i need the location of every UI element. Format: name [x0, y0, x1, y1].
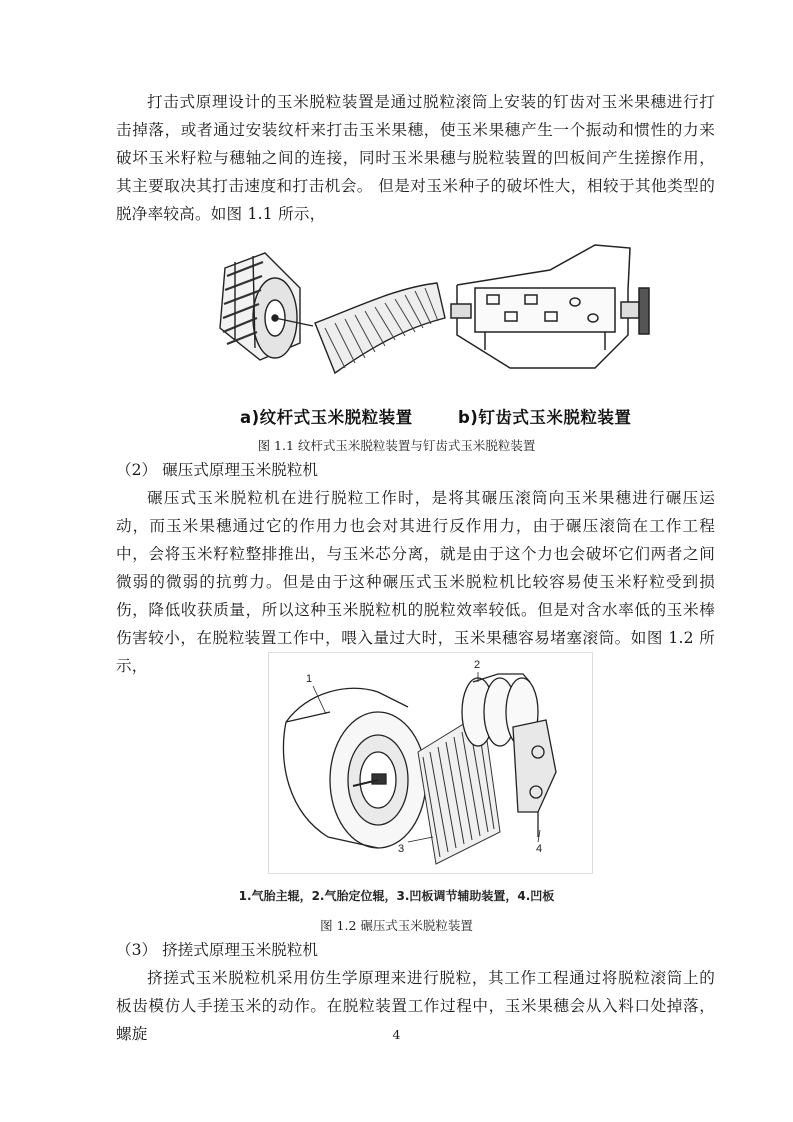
page-number: 4: [392, 1027, 401, 1042]
callout-4: 4: [536, 843, 543, 855]
paragraph-kneading-principle: 挤搓式玉米脱粒机采用仿生学原理来进行脱粒，其工作工程通过将脱粒滚筒上的板齿模仿人手搓玉米的动作。在脱粒装置工作过程中，玉米果穗会从入料口处掉落，螺旋: [116, 969, 715, 1043]
figure-1-1a-rasp-bar-thresher: [205, 248, 450, 378]
heading-rolling-principle: （2） 碾压式原理玉米脱粒机: [116, 461, 319, 479]
heading-kneading-principle: （3） 挤搓式原理玉米脱粒机: [116, 941, 319, 959]
figure-1-1-caption: 图 1.1 纹杆式玉米脱粒装置与钉齿式玉米脱粒装置: [257, 438, 536, 453]
callout-3: 3: [398, 843, 405, 855]
paragraph-rolling-principle: 碾压式玉米脱粒机在进行脱粒工作时，是将其碾压滚筒向玉米果穗进行碾压运动，而玉米果穗通过它的作用力也会对其进行反作用力，由于碾压滚筒在工作工程中，会将玉米籽粒整排推出，与玉米芯分离，就是由于这个力也会破坏它们两者之间微弱的微弱的抗剪力。但是由于这种碾压式玉米脱粒机比较容易使玉米籽粒受到损伤，降低收获质量，所以这种玉米脱粒机的脱粒效率较低。但是对含水率低的玉米棒伤害较小，在脱粒装置工作中，喂入量过大时，玉米果穗容易堵塞滚筒。如图 1.2 所示，: [116, 489, 715, 675]
callout-2: 2: [474, 659, 481, 671]
figure-1-1a-label: a)纹杆式玉米脱粒装置: [240, 408, 413, 427]
figure-1-1b-label: b)钉齿式玉米脱粒装置: [458, 408, 632, 427]
figure-1-1b-spike-tooth-thresher: [445, 240, 660, 380]
figure-1-2-rolling-thresher: [268, 652, 593, 874]
figure-1-2-legend: 1.气胎主辊，2.气胎定位辊，3.凹板调节辅助装置，4.凹板: [238, 889, 555, 903]
paragraph-impact-principle: 打击式原理设计的玉米脱粒装置是通过脱粒滚筒上安装的钉齿对玉米果穗进行打击掉落，或者通过安装纹杆来打击玉米果穗，使玉米果穗产生一个振动和惯性的力来破坏玉米籽粒与穗轴之间的连接，同时玉米果穗与脱粒装置的凹板间产生搓擦作用，其主要取决其打击速度和打击机会。 但是对玉米种子的破坏性大，相较于其他类型的脱净率较高。如图 1.1 所示，: [116, 93, 715, 223]
callout-1: 1: [306, 673, 313, 685]
figure-1-2-caption: 图 1.2 碾压式玉米脱粒装置: [320, 918, 473, 933]
